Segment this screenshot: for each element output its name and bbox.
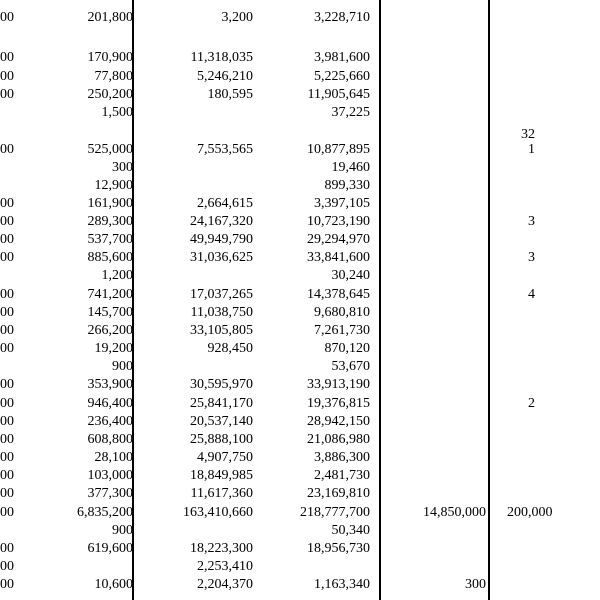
value-cell-col5 — [500, 266, 600, 286]
value-cell-col1: 10,600 — [94, 577, 133, 592]
value-cell-col5 — [500, 375, 600, 395]
value-cell-col4 — [390, 321, 486, 341]
table-row — [0, 8, 600, 28]
value-cell-col4 — [390, 67, 486, 87]
value-cell-col2: 24,167,320 — [190, 214, 253, 229]
row-label-cell: 00 — [0, 505, 14, 520]
value-cell-col3: 10,723,190 — [307, 214, 370, 229]
value-cell-col2 — [140, 103, 253, 123]
value-cell-col3: 37,225 — [331, 105, 370, 120]
value-cell-col3: 23,169,810 — [307, 486, 370, 501]
value-cell-col1: 300 — [112, 160, 133, 175]
value-cell-col4 — [390, 103, 486, 123]
table-row — [0, 394, 600, 414]
value-cell-col2: 11,038,750 — [190, 305, 253, 320]
value-cell-col2 — [140, 266, 253, 286]
value-cell-col4 — [390, 266, 486, 286]
value-cell-col2: 928,450 — [207, 341, 253, 356]
value-cell-col5: 32 — [500, 127, 535, 142]
value-cell-col1: 28,100 — [94, 450, 133, 465]
row-label-cell: 00 — [0, 559, 14, 574]
value-cell-col3: 1,163,340 — [314, 577, 370, 592]
value-cell-col1: 608,800 — [87, 432, 133, 447]
value-cell-col2: 17,037,265 — [190, 287, 253, 302]
row-label-cell: 00 — [0, 577, 14, 592]
value-cell-col1: 103,000 — [87, 468, 133, 483]
value-cell-col5 — [500, 575, 600, 595]
row-label-cell: 00 — [0, 142, 14, 157]
value-cell-col2 — [140, 158, 253, 178]
value-cell-col5 — [500, 48, 600, 68]
value-cell-col1 — [60, 557, 133, 577]
value-cell-col3: 14,378,645 — [307, 287, 370, 302]
value-cell-col4: 300 — [465, 577, 486, 592]
value-cell-col2 — [140, 521, 253, 541]
value-cell-col4 — [390, 176, 486, 196]
value-cell-col3: 870,120 — [324, 341, 370, 356]
value-cell-col5 — [500, 557, 600, 577]
value-cell-col5 — [500, 412, 600, 432]
value-cell-col1: 619,600 — [87, 541, 133, 556]
value-cell-col3: 50,340 — [331, 523, 370, 538]
row-label-cell — [0, 357, 14, 377]
row-label-cell: 00 — [0, 50, 14, 65]
row-label-cell: 00 — [0, 323, 14, 338]
value-cell-col2: 11,617,360 — [190, 486, 253, 501]
table-row — [0, 85, 600, 105]
value-cell-col1: 266,200 — [87, 323, 133, 338]
value-cell-col4 — [390, 140, 486, 160]
table-row — [0, 303, 600, 323]
table-row — [0, 430, 600, 450]
row-label-cell: 00 — [0, 341, 14, 356]
value-cell-col3: 9,680,810 — [314, 305, 370, 320]
value-cell-col5: 3 — [500, 250, 535, 265]
row-label-cell: 00 — [0, 450, 14, 465]
value-cell-col2: 7,553,565 — [197, 142, 253, 157]
table-row — [0, 266, 600, 286]
value-cell-col1: 145,700 — [87, 305, 133, 320]
value-cell-col4 — [390, 375, 486, 395]
row-label-cell: 00 — [0, 486, 14, 501]
row-label-cell: 00 — [0, 87, 14, 102]
row-label-cell — [0, 176, 14, 196]
row-label-cell: 00 — [0, 541, 14, 556]
value-cell-col2: 3,200 — [221, 10, 253, 25]
value-cell-col5 — [500, 448, 600, 468]
value-cell-col1: 161,900 — [87, 196, 133, 211]
row-label-cell: 00 — [0, 396, 14, 411]
value-cell-col5: 200,000 — [500, 505, 553, 520]
table-row — [0, 521, 600, 541]
table-row — [0, 67, 600, 87]
value-cell-col4 — [390, 466, 486, 486]
table-row — [0, 194, 600, 214]
value-cell-col1: 900 — [112, 523, 133, 538]
value-cell-col4: 14,850,000 — [423, 505, 486, 520]
table-row — [0, 321, 600, 341]
value-cell-col4 — [390, 230, 486, 250]
value-cell-col1: 289,300 — [87, 214, 133, 229]
value-cell-col2: 49,949,790 — [190, 232, 253, 247]
row-label-cell: 00 — [0, 196, 14, 211]
value-cell-col3: 899,330 — [324, 178, 370, 193]
table-row — [0, 412, 600, 432]
table-row — [0, 285, 600, 305]
value-cell-col1: 170,900 — [87, 50, 133, 65]
row-label-cell: 00 — [0, 377, 14, 392]
value-cell-col1: 900 — [112, 359, 133, 374]
value-cell-col2: 5,246,210 — [197, 69, 253, 84]
value-cell-col5 — [500, 67, 600, 87]
value-cell-col1: 77,800 — [94, 69, 133, 84]
table-row — [0, 176, 600, 196]
row-label-cell: 00 — [0, 10, 14, 25]
value-cell-col1: 1,500 — [101, 105, 133, 120]
value-cell-col5 — [500, 339, 600, 359]
value-cell-col3: 3,886,300 — [314, 450, 370, 465]
value-cell-col3: 28,942,150 — [307, 414, 370, 429]
value-cell-col5 — [500, 8, 600, 28]
value-cell-col4 — [390, 539, 486, 559]
value-cell-col1: 12,900 — [94, 178, 133, 193]
value-cell-col5 — [500, 230, 600, 250]
value-cell-col4 — [390, 212, 486, 232]
value-cell-col4 — [390, 303, 486, 323]
value-cell-col1: 6,835,200 — [77, 505, 133, 520]
value-cell-col2: 2,253,410 — [197, 559, 253, 574]
table-row — [0, 103, 600, 123]
value-cell-col2: 18,849,985 — [190, 468, 253, 483]
value-cell-col3: 19,376,815 — [307, 396, 370, 411]
value-cell-col4 — [390, 285, 486, 305]
value-cell-col4 — [390, 357, 486, 377]
value-cell-col4 — [390, 48, 486, 68]
value-cell-col2 — [140, 176, 253, 196]
row-label-cell: 00 — [0, 468, 14, 483]
value-cell-col2: 18,223,300 — [190, 541, 253, 556]
value-cell-col5 — [500, 158, 600, 178]
value-cell-col5 — [500, 194, 600, 214]
value-cell-col1: 377,300 — [87, 486, 133, 501]
value-cell-col3: 3,228,710 — [314, 10, 370, 25]
value-cell-col5 — [500, 539, 600, 559]
value-cell-col3: 3,397,105 — [314, 196, 370, 211]
value-cell-col3: 33,841,600 — [307, 250, 370, 265]
value-cell-col5 — [500, 303, 600, 323]
value-cell-col3: 218,777,700 — [300, 505, 370, 520]
value-cell-col3: 53,670 — [331, 359, 370, 374]
row-label-cell: 00 — [0, 232, 14, 247]
row-label-cell: 00 — [0, 214, 14, 229]
value-cell-col1: 1,200 — [101, 268, 133, 283]
value-cell-col2: 31,036,625 — [190, 250, 253, 265]
value-cell-col3: 5,225,660 — [314, 69, 370, 84]
value-cell-col2: 2,204,370 — [197, 577, 253, 592]
value-cell-col5: 3 — [500, 214, 535, 229]
value-cell-col2: 11,318,035 — [190, 50, 253, 65]
value-cell-col4 — [390, 158, 486, 178]
value-cell-col5: 2 — [500, 396, 535, 411]
table-row — [0, 503, 600, 523]
table-row — [0, 375, 600, 395]
row-label-cell: 00 — [0, 414, 14, 429]
value-cell-col5 — [500, 466, 600, 486]
value-cell-col3: 7,261,730 — [314, 323, 370, 338]
value-cell-col4 — [390, 194, 486, 214]
row-label-cell — [0, 158, 14, 178]
value-cell-col2: 4,907,750 — [197, 450, 253, 465]
value-cell-col3: 30,240 — [331, 268, 370, 283]
value-cell-col1: 353,900 — [87, 377, 133, 392]
row-label-cell — [0, 266, 14, 286]
row-label-cell: 00 — [0, 250, 14, 265]
value-cell-col5 — [500, 484, 600, 504]
table-row — [0, 158, 600, 178]
value-cell-col2: 25,841,170 — [190, 396, 253, 411]
value-cell-col3: 3,981,600 — [314, 50, 370, 65]
value-cell-col4 — [390, 412, 486, 432]
value-cell-col1: 525,000 — [87, 142, 133, 157]
value-cell-col5: 4 — [500, 287, 535, 302]
row-label-cell — [0, 103, 14, 123]
row-label-cell: 00 — [0, 432, 14, 447]
value-cell-col3: 10,877,895 — [307, 142, 370, 157]
table-row — [0, 448, 600, 468]
value-cell-col1: 741,200 — [87, 287, 133, 302]
value-cell-col2: 2,664,615 — [197, 196, 253, 211]
value-cell-col4 — [390, 430, 486, 450]
value-cell-col4 — [390, 557, 486, 577]
table-row — [0, 212, 600, 232]
row-label-cell: 00 — [0, 287, 14, 302]
table-row — [0, 48, 600, 68]
value-cell-col4 — [390, 521, 486, 541]
value-cell-col1: 250,200 — [87, 87, 133, 102]
value-cell-col3: 11,905,645 — [307, 87, 370, 102]
value-cell-col4 — [390, 448, 486, 468]
value-cell-col3: 21,086,980 — [307, 432, 370, 447]
value-cell-col3: 19,460 — [331, 160, 370, 175]
value-cell-col2: 180,595 — [207, 87, 253, 102]
value-cell-col5 — [500, 521, 600, 541]
value-cell-col5 — [500, 430, 600, 450]
table-row — [0, 248, 600, 268]
value-cell-col3: 2,481,730 — [314, 468, 370, 483]
table-row — [0, 339, 600, 359]
table-row — [0, 357, 600, 377]
value-cell-col2: 25,888,100 — [190, 432, 253, 447]
table-row — [0, 539, 600, 559]
value-cell-col5 — [500, 321, 600, 341]
table-row — [0, 230, 600, 250]
value-cell-col3 — [260, 557, 370, 577]
value-cell-col2: 33,105,805 — [190, 323, 253, 338]
value-cell-col4 — [390, 394, 486, 414]
value-cell-col2: 163,410,660 — [183, 505, 253, 520]
value-cell-col4 — [390, 85, 486, 105]
value-cell-col4 — [390, 484, 486, 504]
table-row — [0, 140, 600, 160]
value-cell-col2: 30,595,970 — [190, 377, 253, 392]
table-row — [0, 557, 600, 577]
value-cell-col1: 236,400 — [87, 414, 133, 429]
value-cell-col5 — [500, 357, 600, 377]
value-cell-col5: 1 — [500, 142, 535, 157]
value-cell-col4 — [390, 248, 486, 268]
value-cell-col2: 20,537,140 — [190, 414, 253, 429]
table-row — [0, 484, 600, 504]
value-cell-col3: 33,913,190 — [307, 377, 370, 392]
value-cell-col1: 946,400 — [87, 396, 133, 411]
table-row — [0, 466, 600, 486]
value-cell-col1: 201,800 — [87, 10, 133, 25]
value-cell-col3: 29,294,970 — [307, 232, 370, 247]
value-cell-col1: 885,600 — [87, 250, 133, 265]
row-label-cell: 00 — [0, 69, 14, 84]
value-cell-col4 — [390, 8, 486, 28]
row-label-cell — [0, 521, 14, 541]
value-cell-col2 — [140, 357, 253, 377]
value-cell-col5 — [500, 103, 600, 123]
value-cell-col3: 18,956,730 — [307, 541, 370, 556]
value-cell-col1: 19,200 — [94, 341, 133, 356]
value-cell-col4 — [390, 339, 486, 359]
value-cell-col1: 537,700 — [87, 232, 133, 247]
row-label-cell: 00 — [0, 305, 14, 320]
value-cell-col5 — [500, 176, 600, 196]
table-row — [0, 575, 600, 595]
value-cell-col5 — [500, 85, 600, 105]
